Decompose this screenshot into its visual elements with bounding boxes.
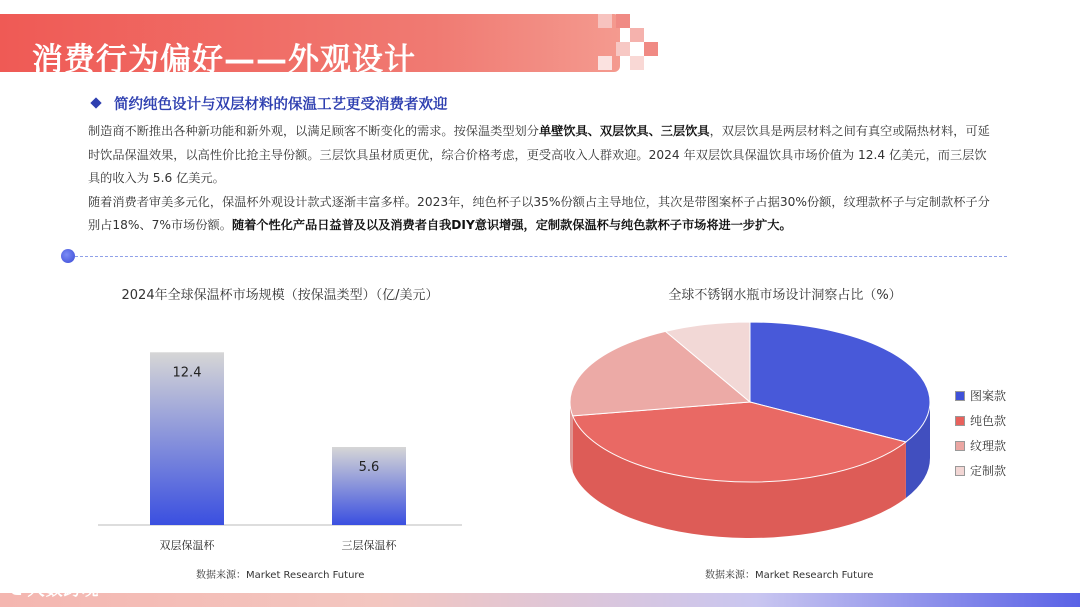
title-banner (0, 14, 620, 78)
divider-dot-icon (61, 249, 75, 263)
legend-item (955, 462, 1006, 479)
legend-swatch (955, 391, 965, 401)
p2-bold: 随着个性化产品日益普及以及消费者自我DIY意识增强，定制款保温杯与纯色款杯子市场将进一步扩大。 (231, 218, 792, 232)
legend-item (955, 412, 1006, 429)
bar-chart (90, 320, 470, 550)
footer-gradient-bar (0, 593, 1080, 607)
section-divider (75, 256, 1007, 257)
logo-text: 大数跨境 (27, 580, 100, 600)
p1-text-a: 制造商不断推出各种新功能和新外观，以满足顾客不断变化的需求。按保温类型划分 (88, 124, 539, 138)
page-title: 消费行为偏好——外观设计 (32, 42, 416, 78)
bar-value-label: 12.4 (172, 365, 202, 381)
section-subheading (92, 93, 448, 114)
pie-chart-source: 数据来源：Market Research Future (705, 570, 874, 581)
paragraph-2 (88, 191, 998, 238)
p1-bold: 单壁饮具、双层饮具、三层饮具 (538, 124, 710, 138)
bar-1 (332, 447, 406, 525)
diamond-bullet-icon (90, 97, 101, 108)
legend-swatch (955, 466, 965, 476)
p1-text-c: ，双层饮具是两层材料之间有真空或隔热材料，可延时饮品保温效果，以高性价比抢主导份额。三层饮具虽材质更优，综合价格考虑，更受高收入人群欢迎。2024 年双层饮具保温饮具市场价值为 12.4 亿美元，而三层饮具的收入为 5.6 亿美元。 (88, 124, 990, 185)
brand-logo (10, 575, 99, 600)
legend-label: 定制款 (970, 464, 1007, 478)
logo-mark-icon: ᗡ (10, 581, 24, 599)
bar-chart-title: 2024年全球保温杯市场规模（按保温类型）（亿/美元） (121, 288, 439, 303)
p2-text-a: 随着消费者审美多元化，保温杯外观设计款式逐渐丰富多样。2023年，纯色杯子以35%份额占主导地位，其次是带图案杯子占据30%份额，纹理款杯子与定制款杯子分别占18%、7%市场份额。 (88, 194, 990, 232)
decorative-squares (590, 12, 670, 72)
bar-category-label: 三层保温杯 (341, 539, 397, 550)
body-paragraphs (88, 120, 998, 238)
bar-value-label: 5.6 (358, 460, 380, 475)
bar-chart-source: 数据来源：Market Research Future (196, 570, 365, 581)
pie-chart (560, 312, 960, 552)
legend-swatch (955, 416, 965, 426)
pie-chart-title: 全球不锈钢水瓶市场设计洞察占比（%） (668, 288, 902, 303)
legend-swatch (955, 441, 965, 451)
subheading-text: 简约纯色设计与双层材料的保温工艺更受消费者欢迎 (114, 97, 448, 113)
legend-item (955, 437, 1006, 454)
bar-category-label: 双层保温杯 (159, 539, 215, 550)
legend-item (955, 387, 1006, 404)
legend-label: 图案款 (970, 389, 1007, 403)
paragraph-1 (88, 120, 998, 191)
legend-label: 纹理款 (970, 439, 1007, 453)
legend-label: 纯色款 (970, 414, 1007, 428)
